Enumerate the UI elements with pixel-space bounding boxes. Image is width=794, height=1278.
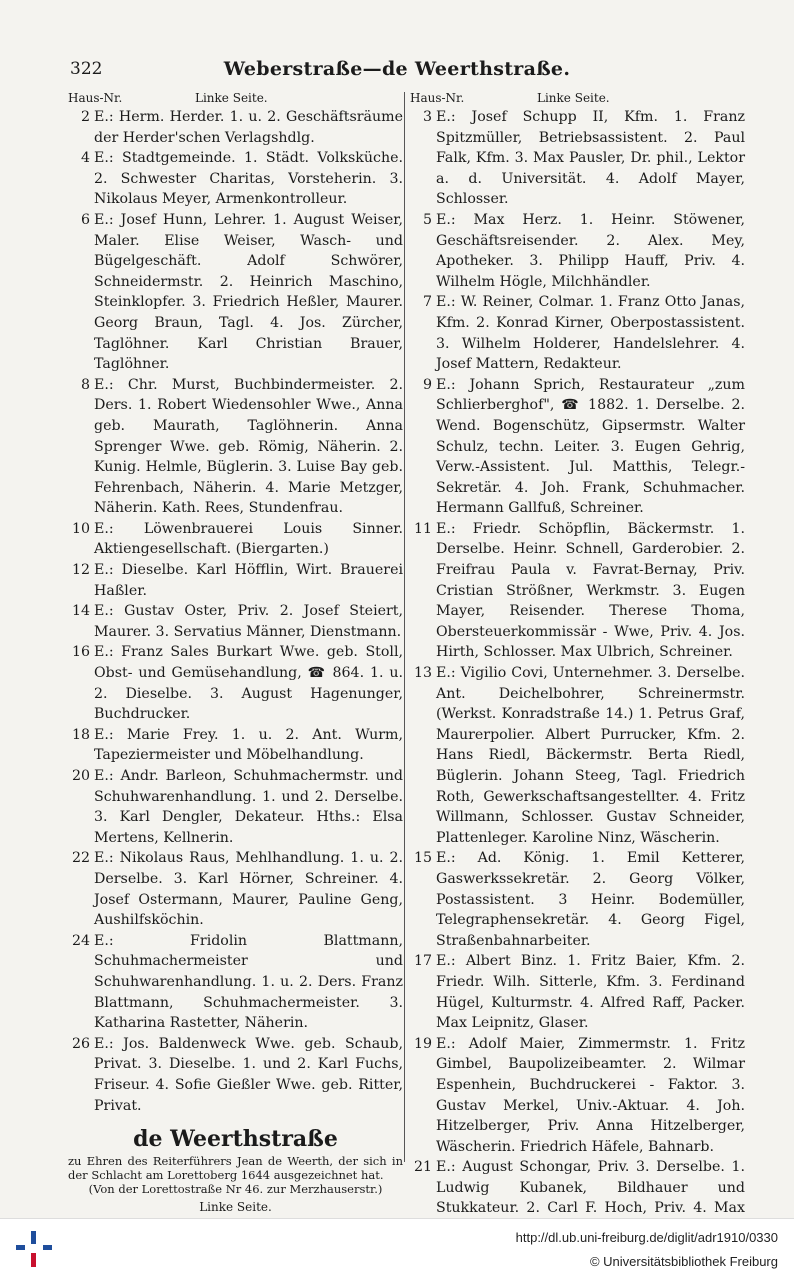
address-entry xyxy=(410,848,745,951)
residents-text: E.: August Schongar, Priv. 3. Derselbe. 1. Ludwig Kubanek, Bildhauer und Stukkateur. 2. Carl F. Hoch, Priv. 4. Max xyxy=(436,1159,745,1217)
residents-text: E.: W. Reiner, Colmar. 1. Franz Otto Janas, Kfm. 2. Konrad Kirner, Oberpostassistent. 3. Wilhelm Holderer, Handelslehrer. 4. Josef Mattern, Redakteur. xyxy=(436,294,745,373)
right-entry-list xyxy=(410,107,745,1240)
house-number: 11 xyxy=(413,520,432,537)
address-entry xyxy=(68,519,403,560)
address-entry xyxy=(68,560,403,601)
address-entry xyxy=(68,148,403,210)
house-number: 3 xyxy=(422,109,432,125)
left-column-header xyxy=(68,90,403,107)
residents-text: E.: Löwenbrauerei Louis Sinner. Aktiengesellschaft. (Biergarten.) xyxy=(94,520,403,558)
street-route: (Von der Lorettostraße Nr 46. zur Merzhauserstr.) xyxy=(88,1182,383,1197)
residents-text: E.: Albert Binz. 1. Fritz Baier, Kfm. 2. Friedr. Wilh. Sitterle, Kfm. 3. Ferdinand Hügel, Kulturmstr. 4. Alfred Raff, Packer. Max Leipnitz, Glaser. xyxy=(436,953,745,1032)
residents-text: E.: Stadtgemeinde. 1. Städt. Volksküche. 2. Schwester Charitas, Vorsteherin. 3. Nikolaus Meyer, Armenkontrolleur. xyxy=(94,150,403,208)
house-number: 26 xyxy=(71,1035,90,1052)
residents-text: E.: Nikolaus Raus, Mehlhandlung. 1. u. 2. Derselbe. 3. Karl Hörner, Schreiner. 4. Josef Ostermann, Maurer, Pauline Geng, Aushilfsköchin. xyxy=(94,850,403,929)
column-divider xyxy=(404,92,405,1162)
side-heading: Linke Seite. xyxy=(537,91,610,105)
house-number: 8 xyxy=(80,376,90,393)
street-name: de Weerthstraße xyxy=(133,1126,338,1153)
residents-text: E.: Marie Frey. 1. u. 2. Ant. Wurm, Tapeziermeister und Möbelhandlung. xyxy=(94,726,403,764)
house-number: 20 xyxy=(71,768,90,784)
address-entry xyxy=(410,107,745,210)
address-entry xyxy=(410,519,745,663)
house-number-heading: Haus-Nr. xyxy=(410,91,465,105)
residents-text: E.: Josef Schupp II, Kfm. 1. Franz Spitzmüller, Betriebsassistent. 2. Paul Falk, Kfm. 3. Max Pausler, Dr. phil., Lektor a. d. Universität. 4. Adolf Mayer, Schlosser. xyxy=(436,109,745,208)
residents-text: E.: Johann Sprich, Restaurateur „zum Schlierberghof", ☎ 1882. 1. Derselbe. 2. Wend. Bogenschütz, Gipsermstr. Walter Schulz, techn. Leiter. 3. Eugen Gehrig, Verw.-Assistent. Jul. Matthis, Telegr.-Sekretär. 4. Joh. Frank, Schuhmacher. Hermann Gallfuß, Schreiner. xyxy=(436,376,745,517)
address-entry xyxy=(68,931,403,1034)
residents-text: E.: Josef Hunn, Lehrer. 1. August Weiser, Maler. Elise Weiser, Wasch- und Bügelgeschäft. Adolf Schwörer, Schneidermstr. 2. Heinrich Maschino, Steinklopfer. 3. Friedrich Heßler, Maurer. Georg Braun, Tagl. 4. Jos. Zürcher, Taglöhner. Karl Christian Brauer, Taglöhner. xyxy=(94,211,403,373)
house-number: 2 xyxy=(80,109,90,125)
address-entry xyxy=(68,210,403,375)
house-number: 10 xyxy=(71,520,90,537)
address-entry xyxy=(68,725,403,766)
house-number: 18 xyxy=(71,726,90,743)
house-number-heading: Haus-Nr. xyxy=(68,91,123,105)
address-entry xyxy=(410,292,745,374)
left-column xyxy=(68,90,403,1257)
residents-text: E.: Adolf Maier, Zimmermstr. 1. Fritz Gimbel, Baupolizeibeamter. 2. Wilmar Espenhein, Buchdruckerei - Faktor. 3. Gustav Merkel, Univ.-Aktuar. 4. Joh. Hitzelberger, Priv. Anna Hitzelberger, Wäscherin. Friedrich Häfele, Bahnarb. xyxy=(436,1035,745,1155)
address-entry xyxy=(68,848,403,930)
residents-text: E.: Chr. Murst, Buchbindermeister. 2. Ders. 1. Robert Wiedensohler Wwe., Anna geb. Maurath, Taglöhnerin. Anna Sprenger Wwe. geb. Römig, Näherin. 2. Kunig. Helmle, Büglerin. 3. Luise Bay geb. Fehrenbach, Näherin. 4. Marie Metzger, Näherin. Kath. Rees, Stundenfrau. xyxy=(94,376,403,517)
residents-text: E.: Vigilio Covi, Unternehmer. 3. Derselbe. Ant. Deichelbohrer, Schreinermstr. (Werkst. Konradstraße 14.) 1. Petrus Graf, Maurerpolier. Albert Purrucker, Kfm. 2. Hans Riedl, Bäckermstr. Berta Riedl, Büglerin. Johann Steeg, Tagl. Friedrich Roth, Gewerkschaftsangestellter. 4. Fritz Willmann, Schlosser. Gustav Schneider, Plattenleger. Karoline Ninz, Wäscherin. xyxy=(436,665,745,846)
source-url-link[interactable]: http://dl.ub.uni-freiburg.de/diglit/adr1910/0330 xyxy=(515,1230,778,1245)
house-number: 21 xyxy=(413,1159,432,1176)
house-number: 15 xyxy=(413,850,432,867)
house-number: 4 xyxy=(80,150,90,167)
address-entry xyxy=(68,766,403,848)
house-number: 9 xyxy=(422,376,432,393)
house-number: 6 xyxy=(80,211,90,228)
house-number: 17 xyxy=(413,953,432,970)
left-entry-list xyxy=(68,107,403,1116)
address-entry xyxy=(410,375,745,519)
residents-text: E.: Max Herz. 1. Heinr. Stöwener, Geschäftsreisender. 2. Alex. Mey, Apotheker. 3. Philipp Hauff, Priv. 4. Wilhelm Högle, Milchhändler. xyxy=(436,211,745,290)
residents-text: E.: Jos. Baldenweck Wwe. geb. Schaub, Privat. 3. Dieselbe. 1. und 2. Karl Fuchs, Friseur. 4. Sofie Gießler Wwe. geb. Ritter, Privat. xyxy=(94,1035,403,1114)
side-heading: Linke Seite. xyxy=(195,91,268,105)
house-number: 16 xyxy=(71,644,90,661)
viewer-footer xyxy=(0,1218,794,1278)
address-entry xyxy=(410,1034,745,1158)
address-entry xyxy=(68,1034,403,1116)
residents-text: E.: Fridolin Blattmann, Schuhmachermeister und Schuhwarenhandlung. 1. u. 2. Ders. Franz Blattmann, Schuhmachermeister. 3. Katharina Rastetter, Näherin. xyxy=(94,932,403,1032)
residents-text: E.: Andr. Barleon, Schuhmachermstr. und Schuhwarenhandlung. 1. und 2. Derselbe. 3. Karl Dengler, Dekateur. Hths.: Elsa Mertens, Kellnerin. xyxy=(94,768,403,846)
address-entry xyxy=(68,375,403,519)
residents-text: E.: Dieselbe. Karl Höfflin, Wirt. Brauerei Haßler. xyxy=(94,562,403,599)
house-number: 5 xyxy=(422,211,432,228)
right-column-header xyxy=(410,90,745,107)
residents-text: E.: Franz Sales Burkart Wwe. geb. Stoll, Obst- und Gemüsehandlung, ☎ 864. 1. u. 2. Dieselbe. 3. August Hagenunger, Buchdrucker. xyxy=(94,644,403,723)
residents-text: E.: Herm. Herder. 1. u. 2. Geschäftsräume der Herder'schen Verlagshdlg. xyxy=(94,109,403,146)
house-number: 13 xyxy=(413,665,432,682)
page-title: Weberstraße—de Weerthstraße. xyxy=(223,58,571,80)
house-number: 19 xyxy=(413,1035,432,1052)
ub-freiburg-logo-icon[interactable] xyxy=(16,1229,54,1269)
address-entry xyxy=(68,642,403,724)
address-entry xyxy=(410,210,745,292)
residents-text: E.: Ad. König. 1. Emil Ketterer, Gaswerkssekretär. 2. Georg Völker, Postassistent. 3 Heinr. Bodemüller, Telegraphensekretär. 4. Georg Figel, Straßenbahnarbeiter. xyxy=(436,850,745,949)
address-entry xyxy=(410,951,745,1033)
page-number: 322 xyxy=(70,59,103,79)
address-entry xyxy=(68,601,403,642)
residents-text: E.: Gustav Oster, Priv. 2. Josef Steiert, Maurer. 3. Servatius Männer, Dienstmann. xyxy=(94,603,403,640)
street-section xyxy=(68,1124,403,1216)
house-number: 24 xyxy=(71,932,90,949)
address-entry xyxy=(410,663,745,848)
residents-text: E.: Friedr. Schöpflin, Bäckermstr. 1. Derselbe. Heinr. Schnell, Garderobier. 2. Freifrau Paula v. Favrat-Bernay, Priv. Cristian Strößner, Werkmstr. 3. Eugen Mayer, Reisender. Therese Thoma, Obersteuerkommissär - Wwe, Priv. 4. Jos. Hirth, Schlosser. Max Ulbrich, Schreiner. xyxy=(436,520,745,661)
copyright-text: © Universitätsbibliothek Freiburg xyxy=(589,1254,778,1269)
address-entry xyxy=(68,107,403,148)
right-column xyxy=(410,90,745,1240)
house-number: 22 xyxy=(71,850,90,867)
street-description: zu Ehren des Reiterführers Jean de Weerth, der sich in der Schlacht am Lorettoberg 1644 ausgezeichnet hat. xyxy=(68,1154,403,1183)
house-number: 14 xyxy=(71,603,90,620)
house-number: 12 xyxy=(71,562,90,579)
side-heading: Linke Seite. xyxy=(199,1200,272,1215)
house-number: 7 xyxy=(422,294,432,311)
